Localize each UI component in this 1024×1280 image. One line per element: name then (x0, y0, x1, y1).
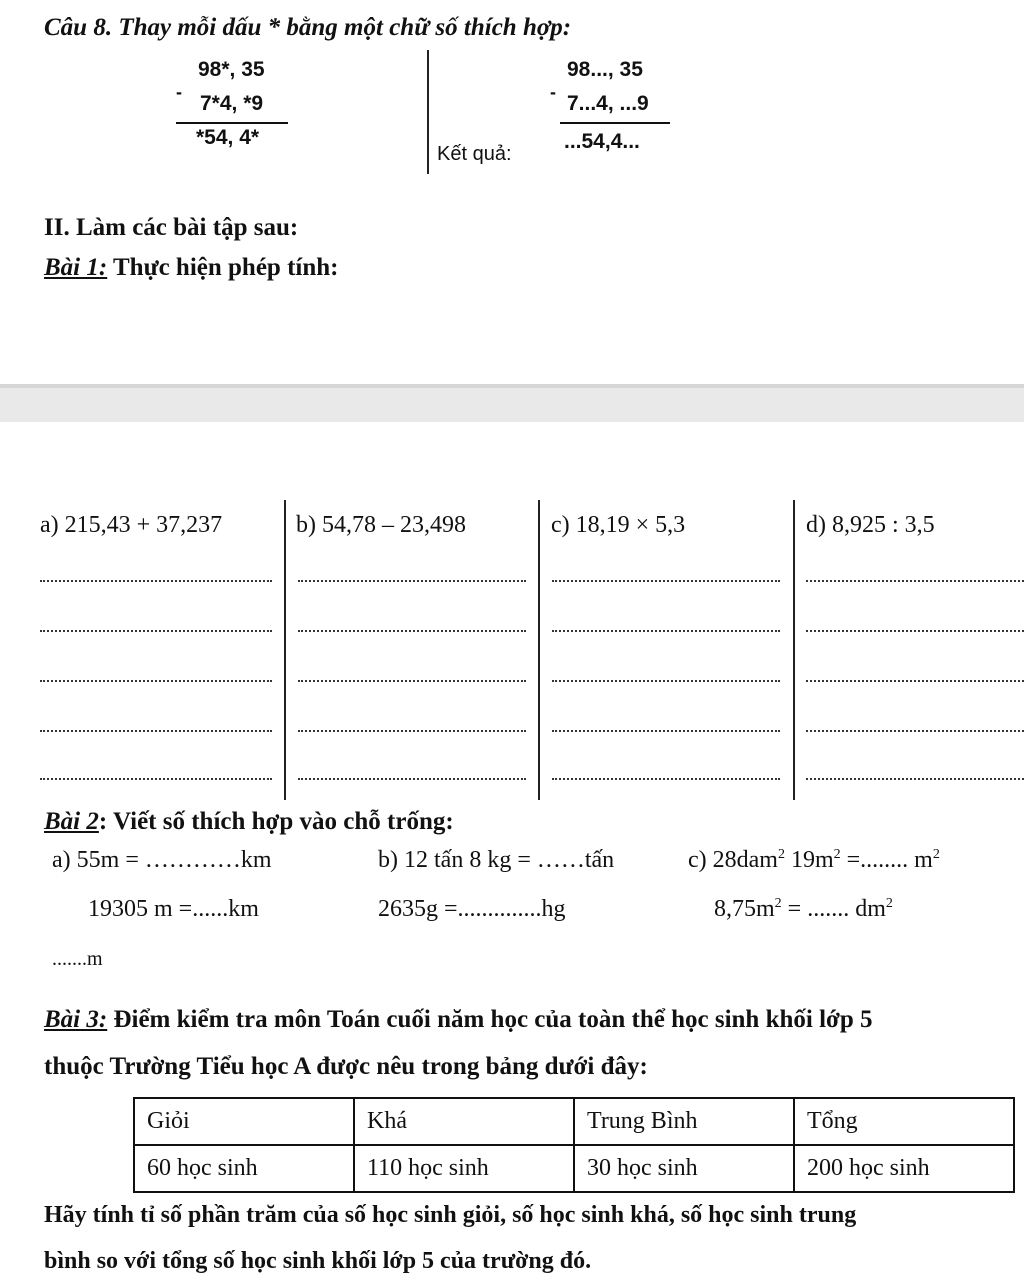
bai2-b1: b) 12 tấn 8 kg = ……tấn (378, 847, 615, 873)
answer-line[interactable] (40, 580, 272, 582)
q8-divider (427, 50, 429, 174)
q8-left-minus: - (176, 82, 182, 102)
problem-b: b) 54,78 – 23,498 (296, 512, 466, 538)
bai2-a3: .......m (52, 948, 103, 970)
bai2-a2: 19305 m =......km (88, 896, 259, 922)
problem-d: d) 8,925 : 3,5 (806, 512, 935, 538)
answer-line[interactable] (40, 680, 272, 682)
bai3-line1: Bài 3: Điểm kiểm tra môn Toán cuối năm học của toàn thể học sinh khối lớp 5 (44, 1006, 873, 1033)
answer-line[interactable] (40, 730, 272, 732)
answer-line[interactable] (298, 580, 526, 582)
answer-line[interactable] (40, 630, 272, 632)
bai2-b2: 2635g =..............hg (378, 896, 566, 922)
table-header-cell: Tổng (794, 1098, 1014, 1145)
bai2-c2: $8,75m^2$ = ....... $dm^2$ (714, 896, 893, 922)
q8-right-minus: - (550, 82, 556, 102)
column-divider-2 (538, 500, 540, 800)
q8-right-line1: 98..., 35 (567, 58, 643, 81)
scores-table (133, 1097, 1015, 1193)
bai1-heading: Bài 1: Thực hiện phép tính: (44, 254, 339, 281)
bai2-heading: Bài 2: Viết số thích hợp vào chỗ trống: (44, 808, 454, 835)
answer-line[interactable] (298, 680, 526, 682)
answer-line[interactable] (552, 680, 780, 682)
answer-line[interactable] (298, 778, 526, 780)
answer-line[interactable] (806, 730, 1024, 732)
table-row (134, 1098, 1014, 1145)
answer-line[interactable] (806, 680, 1024, 682)
problem-c: c) 18,19 × 5,3 (551, 512, 686, 538)
table-header-cell: Giỏi (134, 1098, 354, 1145)
table-cell: 60 học sinh (134, 1145, 354, 1192)
table-header-cell: Khá (354, 1098, 574, 1145)
answer-line[interactable] (298, 730, 526, 732)
problem-a: a) 215,43 + 37,237 (40, 512, 223, 538)
section2-title: II. Làm các bài tập sau: (44, 214, 299, 241)
answer-line[interactable] (806, 630, 1024, 632)
q8-left-line2: 7*4, *9 (200, 92, 264, 115)
table-row (134, 1145, 1014, 1192)
q8-right-line2: 7...4, ...9 (567, 92, 649, 115)
answer-line[interactable] (40, 778, 272, 780)
table-header-cell: Trung Bình (574, 1098, 794, 1145)
q8-right-rule (560, 122, 670, 124)
answer-line[interactable] (552, 778, 780, 780)
q8-title: Câu 8. Thay mỗi dấu * bằng một chữ số thích hợp: (44, 14, 572, 41)
q8-left-result: *54, 4* (196, 126, 260, 149)
answer-line[interactable] (552, 580, 780, 582)
answer-line[interactable] (806, 580, 1024, 582)
q8-result-label: Kết quả: (437, 143, 512, 165)
q8-left-rule (176, 122, 288, 124)
q8-left-line1: 98*, 35 (198, 58, 265, 81)
column-divider-3 (793, 500, 795, 800)
bai3-question2: bình so với tổng số học sinh khối lớp 5 của trường đó. (44, 1248, 592, 1274)
answer-line[interactable] (806, 778, 1024, 780)
bai3-line2: thuộc Trường Tiểu học A được nêu trong bảng dưới đây: (44, 1053, 648, 1080)
column-divider-1 (284, 500, 286, 800)
answer-line[interactable] (298, 630, 526, 632)
screenshot-seam (0, 388, 1024, 422)
bai2-c1: c) 28dam$^2$ $19m^2$ =........ $m^2$ (688, 847, 940, 873)
bai2-a1: a) 55m = …………km (52, 847, 272, 873)
answer-line[interactable] (552, 730, 780, 732)
q8-right-result: ...54,4... (564, 130, 640, 153)
table-cell: 110 học sinh (354, 1145, 574, 1192)
table-cell: 30 học sinh (574, 1145, 794, 1192)
answer-line[interactable] (552, 630, 780, 632)
table-cell: 200 học sinh (794, 1145, 1014, 1192)
bai3-question1: Hãy tính tỉ số phần trăm của số học sinh giỏi, số học sinh khá, số học sinh trung (44, 1202, 857, 1228)
